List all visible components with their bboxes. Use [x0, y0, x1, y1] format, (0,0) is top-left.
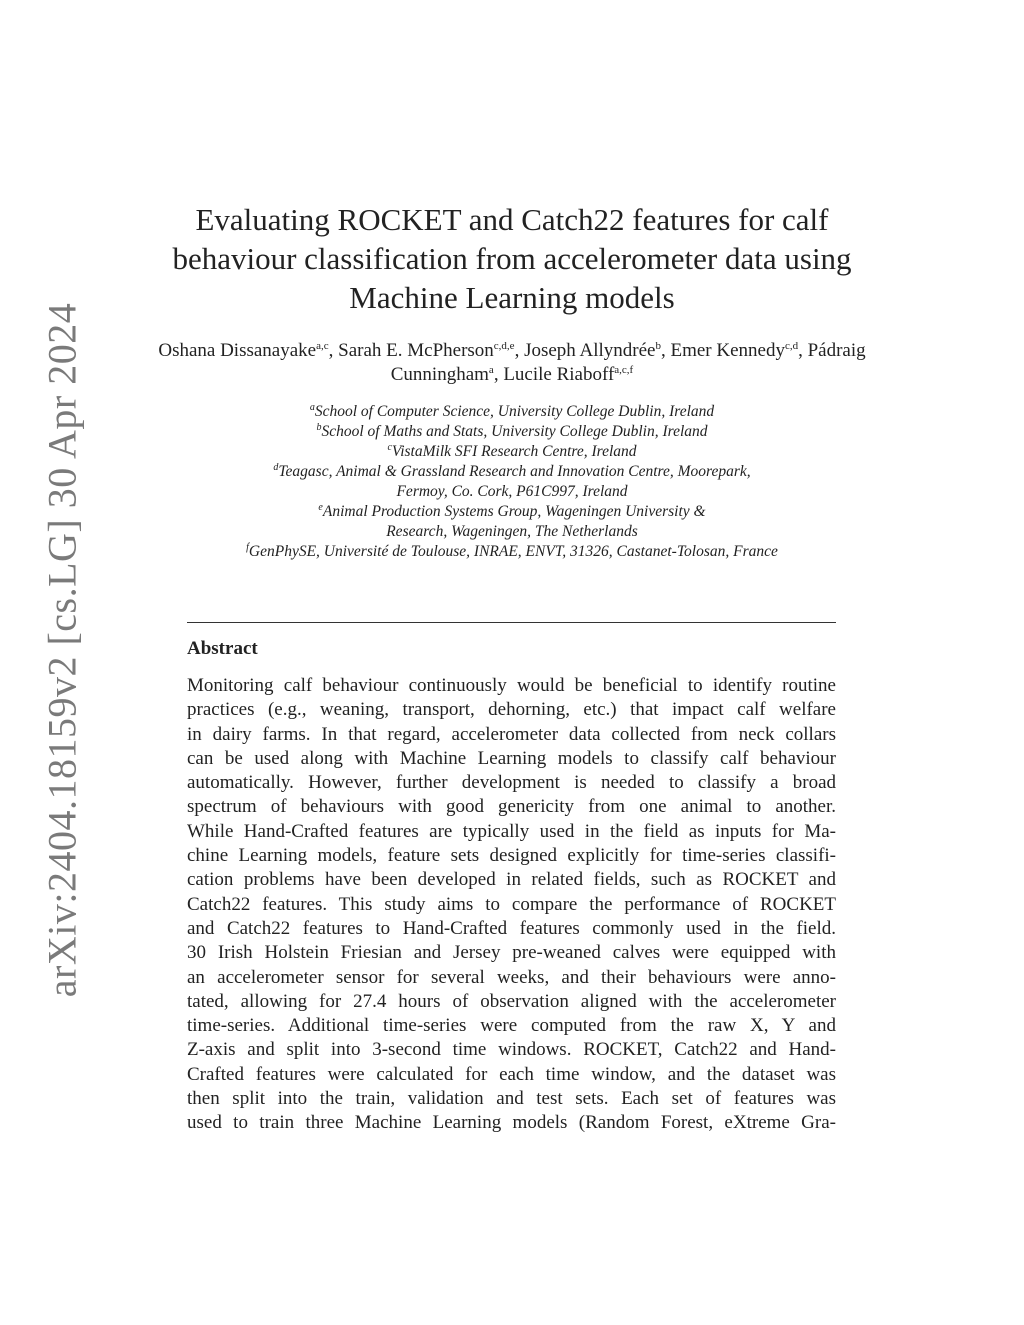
abstract-line: Z-axis and split into 3-second time windows. ROCKET, Catch22 and Hand- [187, 1039, 836, 1061]
abstract-line: 30 Irish Holstein Friesian and Jersey pre-weaned calves were equipped with [187, 942, 836, 964]
affiliation-key: e [318, 502, 323, 513]
author-name: Pádraig Cunningham [390, 340, 866, 385]
author-name: Oshana Dissanayake [158, 340, 317, 361]
affiliation-text: VistaMilk SFI Research Centre, Ireland [391, 443, 637, 460]
abstract-line: then split into the train, validation and test sets. Each set of features was [187, 1088, 836, 1110]
affiliation-key: f [246, 542, 249, 553]
affiliation-item [150, 462, 874, 482]
author-list: Oshana Dissanayake$^{a,c}$, Sarah E. McPherson$^{c,d,e}$, Joseph Allyndrée$^b$, Emer Kennedy$^{c,d}$, Pádraig Cunningham$^a$, Lucile Riaboff$^{a,c,f}$ [158, 340, 866, 385]
author-name: Emer Kennedy [670, 340, 785, 361]
affiliation-text: School of Maths and Stats, University College Dublin, Ireland [321, 423, 708, 440]
abstract-line: in dairy farms. In that regard, accelerometer data collected from neck collars [187, 723, 836, 745]
affiliation-text: Teagasc, Animal & Grassland Research and Innovation Centre, Moorepark, [278, 463, 751, 480]
affiliation-text: GenPhySE, Université de Toulouse, INRAE, ENVT, 31326, Castanet-Tolosan, France [248, 543, 778, 560]
affiliation-list [150, 402, 874, 562]
author-name: Lucile Riaboff [503, 364, 615, 385]
author-affiliation-marker: c,d [784, 340, 799, 352]
arxiv-identifier-stamp: arXiv:2404.18159v2 [cs.LG] 30 Apr 2024 [39, 302, 85, 998]
author-affiliation-marker: b [655, 340, 661, 352]
affiliation-text: Animal Production Systems Group, Wageningen University & [322, 503, 706, 520]
abstract-line: can be used along with Machine Learning models to classify calf behaviour [187, 747, 836, 769]
affiliation-continuation: Fermoy, Co. Cork, P61C997, Ireland [396, 483, 628, 500]
affiliation-key: c [387, 442, 392, 453]
affiliation-key: b [316, 422, 322, 433]
abstract-line: Monitoring calf behaviour continuously would be beneficial to identify routine [187, 675, 836, 696]
abstract-line: spectrum of behaviours with good genericity from one animal to another. [187, 796, 836, 818]
affiliation-item [150, 542, 874, 562]
abstract-line: tated, allowing for 27.4 hours of observation aligned with the accelerometer [187, 990, 836, 1012]
affiliation-continuation: Research, Wageningen, The Netherlands [386, 523, 638, 540]
abstract-line: and Catch22 features to Hand-Crafted features commonly used in the field. [187, 917, 836, 939]
author-name: Sarah E. McPherson [338, 340, 494, 361]
affiliation-text: School of Computer Science, University College Dublin, Ireland [314, 403, 715, 420]
author-name: Joseph Allyndrée [524, 340, 656, 361]
author-affiliation-marker: a [488, 364, 494, 376]
author-affiliation-marker: a,c [316, 340, 329, 352]
affiliation-item [150, 422, 874, 442]
abstract-line: chine Learning models, feature sets designed explicitly for time-series classifi- [187, 845, 836, 867]
abstract-line: Catch22 features. This study aims to compare the performance of ROCKET [187, 893, 836, 915]
abstract-line: practices (e.g., weaning, transport, dehorning, etc.) that impact calf welfare [187, 699, 836, 721]
section-divider [187, 622, 836, 623]
title-line: Evaluating ROCKET and Catch22 features for calf [195, 202, 829, 237]
affiliation-item [150, 502, 874, 522]
abstract-line: Crafted features were calculated for each time window, and the dataset was [187, 1063, 836, 1085]
abstract-body [187, 674, 836, 1136]
affiliation-item [150, 442, 874, 462]
abstract-heading: Abstract [187, 638, 258, 659]
abstract-line: automatically. However, further development is needed to classify a broad [187, 772, 836, 794]
abstract-line: used to train three Machine Learning models (Random Forest, eXtreme Gra- [187, 1112, 836, 1134]
abstract-line: cation problems have been developed in related fields, such as ROCKET and [187, 869, 836, 891]
abstract-line: While Hand-Crafted features are typically used in the field as inputs for Ma- [187, 820, 836, 842]
affiliation-key: a [309, 402, 315, 413]
abstract-line: time-series. Additional time-series were computed from the raw X, Y and [187, 1015, 836, 1037]
title-line: behaviour classification from accelerometer data using [172, 241, 852, 276]
paper-title [170, 200, 854, 317]
author-affiliation-marker: a,c,f [614, 364, 634, 376]
affiliation-item [150, 402, 874, 422]
title-line: Machine Learning models [349, 280, 675, 315]
author-affiliation-marker: c,d,e [493, 340, 515, 352]
affiliation-key: d [273, 462, 279, 473]
abstract-line: an accelerometer sensor for several weeks, and their behaviours were anno- [187, 966, 836, 988]
